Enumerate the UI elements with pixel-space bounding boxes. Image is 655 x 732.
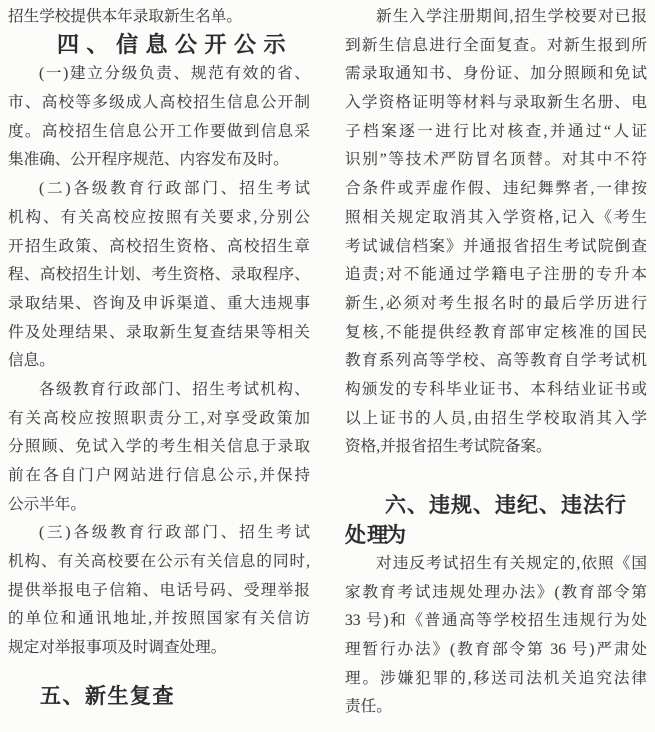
text-line: 提供举报电子信箱、电话号码、受理举报 — [8, 581, 310, 599]
section-heading-5: 五、新生复查 — [40, 683, 175, 708]
text-line: (二)各级教育行政部门、招生考试 — [39, 180, 310, 198]
text-line: 机构、有关高校应按照有关要求,分别公 — [8, 208, 310, 226]
text-line: 33 号)和《普通高等学校招生违规行为处 — [345, 612, 647, 630]
text-line: (三)各级教育行政部门、招生考试 — [39, 524, 310, 542]
text-line: 件及处理结果、录取新生复查结果等相关 — [8, 323, 310, 341]
text-line: 教育系列高等学校、高等教育自学考试机 — [345, 352, 647, 370]
text-column-right — [345, 3, 647, 722]
text-line: 子档案逐一进行比对核查,并通过“人证 — [345, 122, 647, 140]
text-line: 前在各自门户网站进行信息公示,并保持 — [8, 467, 310, 484]
text-line: 机构、有关高校要在公示有关信息的同时, — [8, 553, 310, 571]
text-line: 录取结果、咨询及申诉渠道、重大违规事 — [8, 294, 310, 312]
text-line: 集准确、公开程序规范、内容发布及时。 — [8, 151, 289, 169]
text-line: 合条件或弄虚作假、违纪舞弊者,一律按 — [345, 180, 647, 198]
text-line: 新生入学注册期间,招生学校要对已报 — [376, 8, 647, 25]
text-line: 追责;对不能通过学籍电子注册的专升本 — [345, 266, 647, 284]
text-line: 度。高校招生信息公开工作要做到信息采 — [8, 122, 310, 140]
text-line: 对违反考试招生有关规定的,依照《国 — [376, 555, 647, 572]
text-line: 识别”等技术严防冒名顶替。对其中不符 — [345, 151, 647, 169]
text-line: 责任。 — [345, 698, 392, 716]
section-heading-4: 四、信息公开公示 — [57, 32, 294, 58]
text-line: 照相关规定取消其入学资格,记入《考生 — [345, 208, 647, 226]
text-line: 考试诚信档案》并通报省招生考试院倒查 — [345, 237, 647, 255]
text-line: 信息。 — [8, 352, 55, 370]
text-line: 到新生信息进行全面复查。对新生报到所 — [345, 36, 647, 54]
text-line: 程、高校招生计划、考生资格、录取程序、 — [8, 266, 310, 284]
text-line: 家教育考试违规处理办法》(教育部令第 — [345, 583, 647, 601]
text-line: 的单位和通讯地址,并按照国家有关信访 — [8, 610, 310, 628]
section-heading-6-line1: 六、违规、违纪、违法行为 — [385, 493, 627, 547]
text-line: 理。涉嫌犯罪的,移送司法机关追究法律 — [345, 669, 647, 687]
text-line: 分照顾、免试入学的考生相关信息于录取 — [8, 438, 310, 456]
text-column-left — [8, 3, 310, 711]
text-line: 开招生政策、高校招生资格、高校招生章 — [8, 237, 310, 255]
text-line: 需录取通知书、身份证、加分照顾和免试 — [345, 65, 647, 83]
text-line: 新生,必须对考生报名时的最后学历进行 — [345, 294, 647, 312]
text-line: 各级教育行政部门、招生考试机构、 — [39, 380, 310, 398]
text-line: 有关高校应按照职责分工,对享受政策加 — [8, 409, 310, 427]
text-line: 复核,不能提供经教育部审定核准的国民 — [345, 323, 647, 341]
text-line: 公示半年。 — [8, 495, 86, 513]
text-line: 市、高校等多级成人高校招生信息公开制 — [8, 94, 310, 112]
text-line: 以上证书的人员,由招生学校取消其入学 — [345, 409, 647, 427]
text-line: (一)建立分级负责、规范有效的省、 — [39, 65, 310, 83]
text-line: 入学资格证明等材料与录取新生名册、电 — [345, 94, 647, 112]
text-line: 招生学校提供本年录取新生名单。 — [8, 8, 242, 25]
section-heading-6-line2: 处理 — [345, 523, 389, 547]
text-line: 规定对举报事项及时调查处理。 — [8, 639, 227, 657]
text-line: 构颁发的专科毕业证书、本科结业证书或 — [345, 380, 647, 398]
text-line: 资格,并报省招生考试院备案。 — [345, 438, 552, 456]
text-line: 理暂行办法》(教育部令第 36 号)严肃处 — [345, 641, 647, 659]
